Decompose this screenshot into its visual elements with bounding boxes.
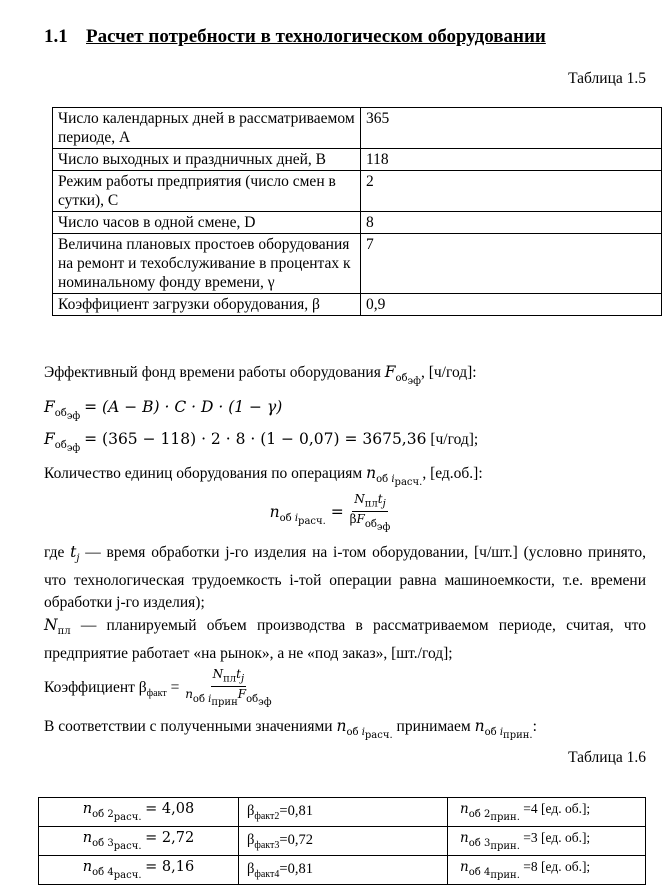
count-fraction: $\frac{N_{пл}t_j}{\beta F_{об_{эф}}}$	[349, 492, 391, 533]
formula-body: = (A − B) · C · D · (1 − γ)	[84, 398, 283, 416]
accept-line: В соответствии с полученными значениями $n_{об i_{расч.}}$ принимаем $n_{об i_{прин.}}$:	[44, 717, 537, 742]
beta-value: 0,81	[287, 860, 313, 877]
section-title: Расчет потребности в технологическом оборудовании	[86, 26, 546, 47]
formula-unit: [ч/год];	[426, 431, 479, 448]
where-npl-paragraph	[44, 614, 646, 665]
table-1-5-caption: Таблица 1.5	[568, 70, 646, 87]
accept-post-text: :	[532, 718, 537, 735]
table-row	[53, 149, 662, 171]
table-row: $n_{об 2_{расч.}} = 4,08$ $\beta_{факт2}=0,81$ $n_{об 2_{прин.}} =4$ [ед. об.];	[39, 798, 646, 827]
n-calc-symbol: $n_{об i_{расч.}}$	[366, 464, 423, 489]
fund-intro-text: Эффективный фонд времени работы оборудования	[44, 364, 381, 381]
table-row	[53, 212, 662, 234]
n-accepted-value: 3	[530, 830, 538, 846]
count-intro-text: Количество единиц оборудования по операциям	[44, 465, 363, 482]
n-calc-value: 4,08	[161, 801, 195, 818]
section-number: 1.1	[44, 26, 68, 47]
n-calc-value: 8,16	[161, 859, 195, 876]
fund-unit-text: , [ч/год]:	[420, 364, 477, 381]
table-row	[53, 294, 662, 316]
count-unit-text: , [ед.об.]:	[422, 465, 483, 482]
formula-count: $n_{об i_{расч.}}$ = $\frac{N_{пл}t_j}{\beta F_{об_{эф}}}$	[269, 492, 391, 533]
table-1-6-caption: Таблица 1.6	[568, 749, 646, 766]
formula-general	[44, 396, 646, 428]
table-row: $n_{об 3_{расч.}} = 2,72$ $\beta_{факт3}=0,72$ $n_{об 3_{прин.}} =3$ [ед. об.];	[39, 827, 646, 856]
n-calc-value: 2,72	[161, 830, 195, 847]
formula-numeric	[44, 428, 646, 460]
tj-symbol: $t_j$	[70, 543, 80, 565]
table-row	[53, 234, 662, 294]
beta-value: 0,72	[287, 831, 313, 848]
accept-mid-text: принимаем	[396, 718, 471, 735]
section-heading	[44, 26, 546, 48]
param-value: 118	[361, 149, 662, 171]
table-row	[53, 171, 662, 212]
npl-symbol: $N_{пл}$	[44, 616, 71, 638]
accept-pre-text: В соответствии с полученными значениями	[44, 718, 333, 735]
param-value: 365	[361, 108, 662, 149]
where-tj-paragraph: где $t_j$ — время обработки j-го изделия на i-том оборудовании, [ч/шт.] (условно принято, что технологическая трудоемкость i-той операции равна машиноемкости, т.е. времени обработки j-го изделия);	[44, 543, 646, 612]
table-row	[53, 108, 662, 149]
param-value: 2	[361, 171, 662, 212]
param-label: Коэффициент загрузки оборудования, β	[53, 294, 361, 316]
results-table	[38, 797, 646, 885]
count-intro-line	[44, 462, 646, 494]
table-row: $n_{об 4_{расч.}} = 8,16$ $\beta_{факт4}=0,81$ $n_{об 4_{прин.}} =8$ [ед. об.];	[39, 856, 646, 885]
param-label: Величина плановых простоев оборудования на ремонт и техобслуживание в процентах к номинальному фонду времени, γ	[53, 234, 361, 294]
fund-symbol: $F_{об_{эф}}$	[44, 430, 81, 455]
fund-intro-line	[44, 361, 646, 393]
coef-fraction: $\frac{N_{пл}t_j}{n_{об i_{прин}}F_{об_{эф}}}$	[185, 667, 272, 708]
param-value: 7	[361, 234, 662, 294]
n-accepted-value: 8	[530, 859, 538, 875]
where-tj-text: — время обработки j-го изделия на i-том оборудовании, [ч/шт.] (условно принято, что технологическая трудоемкость i-той операции равна машиноемкости, т.е. времени обработки j-го изделия);	[44, 544, 646, 612]
where-npl-text: — планируемый объем производства в рассматриваемом периоде, считая, что предприятие работает «на рынок», а не «под заказ», [шт./год];	[44, 617, 646, 663]
param-value: 0,9	[361, 294, 662, 316]
fund-symbol: $F_{об_{эф}}$	[44, 398, 81, 423]
fund-symbol: $F_{об_{эф}}$	[384, 363, 421, 388]
param-label: Число календарных дней в рассматриваемом периоде, А	[53, 108, 361, 149]
parameters-table	[52, 107, 662, 316]
param-label: Число часов в одной смене, D	[53, 212, 361, 234]
param-label: Число выходных и праздничных дней, В	[53, 149, 361, 171]
param-label: Режим работы предприятия (число смен в сутки), С	[53, 171, 361, 212]
param-value: 8	[361, 212, 662, 234]
formula-numeric-body: = (365 − 118) · 2 · 8 · (1 − 0,07) = 3675,36	[84, 430, 427, 448]
beta-value: 0,81	[287, 802, 313, 819]
coef-intro-text: Коэффициент	[44, 678, 135, 696]
n-accepted-value: 4	[530, 801, 538, 817]
coef-line: Коэффициент $\beta_{факт}$ = $\frac{N_{пл}t_j}{n_{об i_{прин}}F_{об_{эф}}}$	[44, 667, 272, 708]
